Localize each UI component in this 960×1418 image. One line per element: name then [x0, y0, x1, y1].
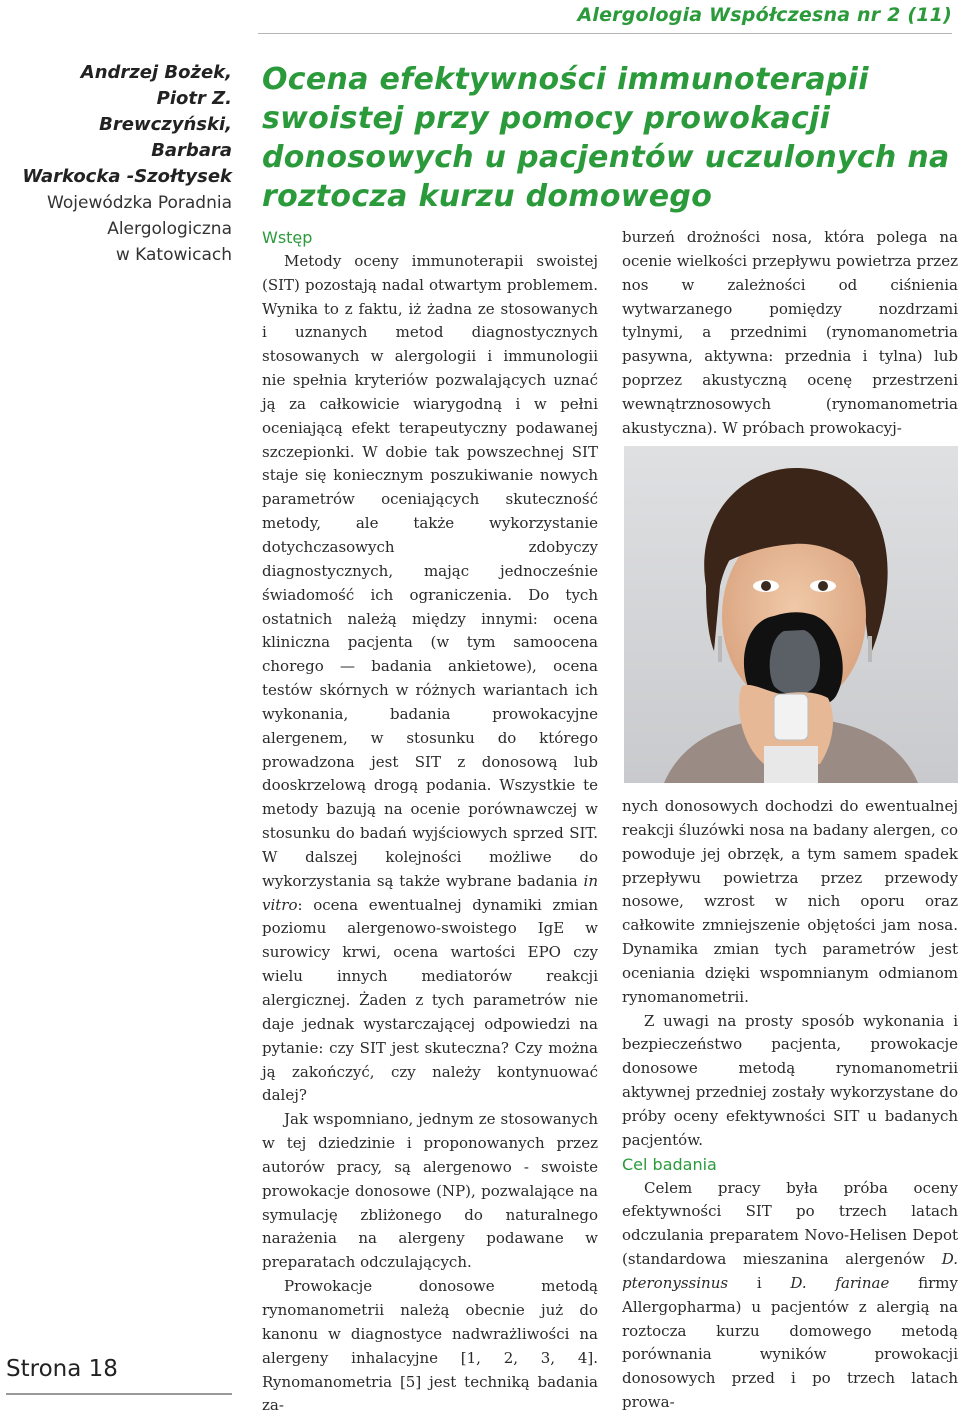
section-heading-introduction: Wstęp — [262, 228, 313, 247]
paragraph: Prowokacje donosowe metodą rynomanometrii należą obecnie już do kanonu w diagnostyce nadwrażliwości na alergeny inhalacyjne [1, 2, 3, 4]. Rynomanometria [5] jest techniką badania za- — [262, 1277, 598, 1415]
species-name: D. pteronyssinus — [622, 1250, 958, 1292]
page-number: Strona 18 — [6, 1356, 118, 1382]
author-line: Piotr Z. — [156, 88, 232, 109]
italic-term: in vitro — [262, 871, 598, 914]
patient-nasal-mask-photo — [624, 446, 958, 783]
affiliation-line: Wojewódzka Poradnia — [47, 193, 232, 213]
paragraph: Celem pracy była próba oceny efektywności SIT po trzech latach odczulania preparatem Novo-Helisen Depot (standardowa mieszanina alergenów D. pteronyssinus i D. farinae firmy Allergopharma) u pacjentów z alergią na roztocza kurzu domowego metodą porównania wyników prowokacji donosowych przed i po trzech latach prowa- — [622, 1178, 958, 1412]
affiliation — [4, 190, 232, 268]
author-line: Warkocka -Szołtysek — [22, 166, 232, 187]
author-sidebar — [4, 60, 232, 268]
paragraph: Jak wspomniano, jednym ze stosowanych w tej dziedzinie i proponowanych przez autorów pracy, są alergenowo - swoiste prowokacje donosowe (NP), pozwalające na symulację zbliżonego do naturalnego narażenia na alergeny podawane w preparatach odczulających. — [262, 1110, 598, 1272]
paragraph: Z uwagi na prosty sposób wykonania i bezpieczeństwo pacjenta, prowokacje donosowe metodą rynomanometrii aktywnej przedniej zostały wykorzystane do próby oceny efektywności SIT u badanych pacjentów. — [622, 1011, 958, 1149]
text-column-right-top — [622, 226, 958, 441]
article-title: Ocena efektywności immunoterapii swoistej przy pomocy prowokacji donosowych u pacjentów uczulonych na roztocza kurzu domowego — [262, 62, 950, 214]
author-line: Barbara — [151, 140, 232, 161]
affiliation-line: w Katowicach — [115, 245, 232, 265]
paragraph: Metody oceny immunoterapii swoistej (SIT) pozostają nadal otwartym problemem. Wynika to z faktu, iż żadna ze stosowanych i uznanych metod diagnostycznych stosowanych w alergologii i immunologii nie spełnia kryteriów pozwalających uznać ją za całkowicie wiarygodną i w pełni oceniającą efekt terapeutyczny podawanej szczepionki. W dobie tak powszechnej SIT staje się koniecznym poszukiwanie nowych parametrów oceniających skuteczność metody, ale także wykorzystanie dotychczasowych zdobyczy diagnostycznych, mając jednocześnie świadomość ich ograniczenia. Do tych ostatnich należą między innymi: ocena kliniczna pacjenta (w tym samoocena chorego — badania ankietowe), ocena testów skórnych w różnych wariantach ich wykonania, badania prowokacyjne alergenem, w stosunku do którego prowadzona jest SIT z donosową lub dooskrzelową drogą podania. Wszystkie te metody bazują na ocenie porównawczej w stosunku do badań wyjściowych sprzed SIT. W dalszej kolejności możliwe do wykorzystania są także wybrane badania in vitro: ocena ewentualnej dynamiki zmian poziomu alergenowo-swoistego IgE w surowicy krwi, ocena wartości EPO czy wielu innych mediatorów reakcji alergicznej. Żaden z tych parametrów nie daje jednak wystarczającej odpowiedzi na pytanie: czy SIT jest skuteczna? Czy można ją zakończyć, czy należy kontynuować dalej? — [262, 251, 598, 1105]
species-name: D. farinae — [790, 1273, 890, 1292]
author-line: Brewczyński, — [99, 114, 232, 135]
header-divider — [258, 33, 952, 34]
affiliation-line: Alergologiczna — [107, 219, 232, 239]
paragraph-continued: burzeń drożności nosa, która polega na ocenie wielkości przepływu powietrza przez nos w zależności od ciśnienia wytwarzanego pomiędzy nozdrzami tylnymi, a przednimi (rynomanometria pasywna, aktywna: przednia i tylna) lub poprzez akustyczną ocenę przestrzeni wewnątrznosowych (rynomanometria akustyczna). W próbach prowokacyj- — [622, 228, 958, 437]
page-number-rule — [6, 1393, 232, 1395]
text-column-right-bottom — [622, 795, 958, 1415]
author-list — [4, 60, 232, 190]
text-column-left — [262, 226, 598, 1418]
author-line: Andrzej Bożek, — [80, 62, 232, 83]
section-heading-aim: Cel badania — [622, 1154, 717, 1174]
journal-header: Alergologia Współczesna nr 2 (11) — [577, 4, 952, 26]
paragraph-continued: nych donosowych dochodzi do ewentualnej reakcji śluzówki nosa na badany alergen, co powoduje jej obrzęk, a tym samem spadek przepływu powietrza przez przewody nosowe, wzrost w nich oporu oraz całkowite zmniejszenie objętości jam nosa. Dynamika zmian tych parametrów jest oceniania dzięki wspomnianym odmianom rynomanometrii. — [622, 797, 958, 1006]
